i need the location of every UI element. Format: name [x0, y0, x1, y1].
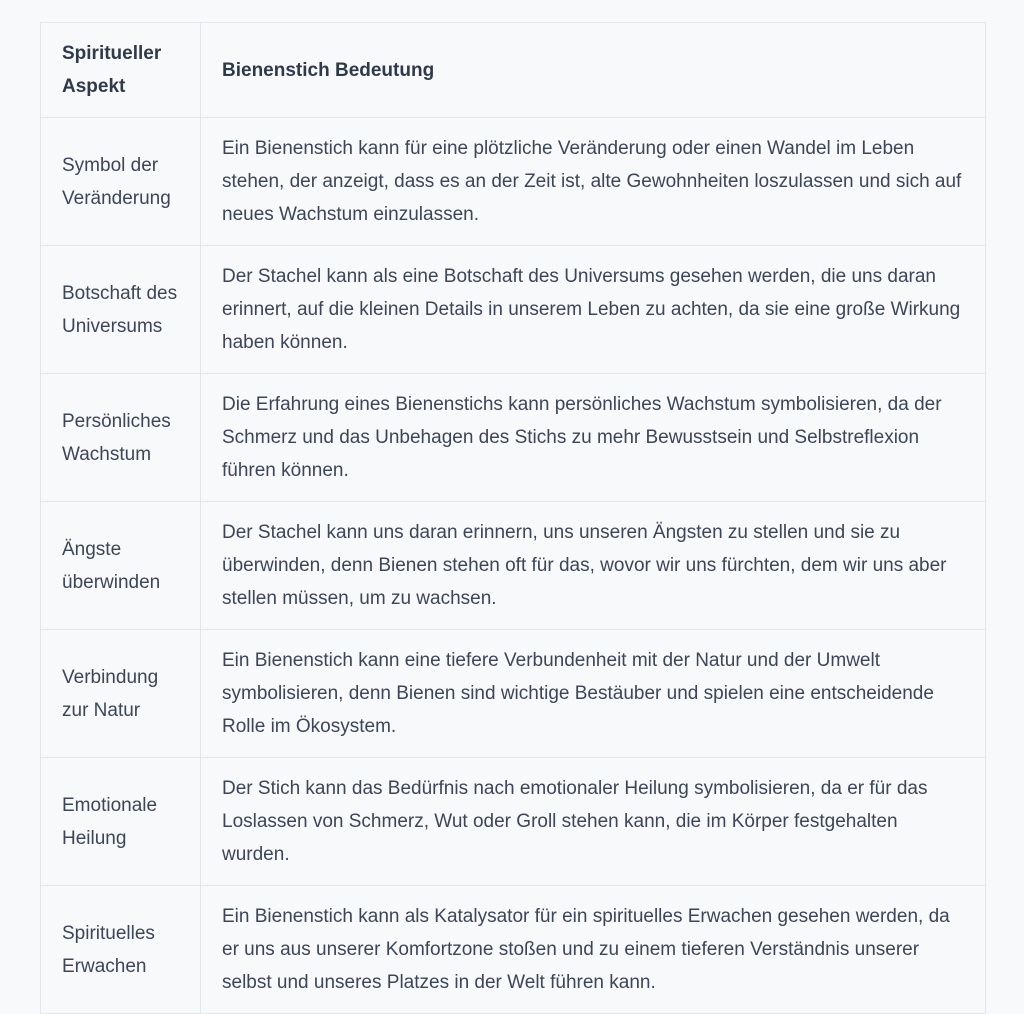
meaning-cell: Der Stachel kann uns daran erinnern, uns unseren Ängsten zu stellen und sie zu überwinden, denn Bienen stehen oft für das, wovor wir uns fürchten, dem wir uns aber stellen müssen, um zu wachsen.: [201, 502, 986, 630]
header-row: [41, 23, 986, 118]
meaning-cell: Ein Bienenstich kann für eine plötzliche Veränderung oder einen Wandel im Leben stehen, der anzeigt, dass es an der Zeit ist, alte Gewohnheiten loszulassen und sich auf neues Wachstum einzulassen.: [201, 118, 986, 246]
table-row: [41, 246, 986, 374]
meaning-cell: Der Stich kann das Bedürfnis nach emotionaler Heilung symbolisieren, da er für das Loslassen von Schmerz, Wut oder Groll stehen kann, die im Körper festgehalten wurden.: [201, 758, 986, 886]
meaning-table: [40, 22, 986, 1014]
aspect-cell: Persönliches Wachstum: [41, 374, 201, 502]
aspect-cell: Botschaft des Universums: [41, 246, 201, 374]
table-row: [41, 758, 986, 886]
aspect-cell: Ängste überwinden: [41, 502, 201, 630]
meaning-cell: Der Stachel kann als eine Botschaft des Universums gesehen werden, die uns daran erinnert, auf die kleinen Details in unserem Leben zu achten, da sie eine große Wirkung haben können.: [201, 246, 986, 374]
table-row: [41, 118, 986, 246]
table-row: [41, 374, 986, 502]
table-body: [41, 118, 986, 1014]
table-row: [41, 886, 986, 1014]
meaning-table-container: [40, 22, 985, 1014]
meaning-cell: Ein Bienenstich kann als Katalysator für ein spirituelles Erwachen gesehen werden, da er uns aus unserer Komfortzone stoßen und zu einem tieferen Verständnis unserer selbst und unseres Platzes in der Welt führen kann.: [201, 886, 986, 1014]
aspect-cell: Verbindung zur Natur: [41, 630, 201, 758]
table-header: [41, 23, 986, 118]
meaning-cell: Die Erfahrung eines Bienenstichs kann persönliches Wachstum symbolisieren, da der Schmerz und das Unbehagen des Stichs zu mehr Bewusstsein und Selbstreflexion führen können.: [201, 374, 986, 502]
aspect-cell: Emotionale Heilung: [41, 758, 201, 886]
header-aspect: Spiritueller Aspekt: [41, 23, 201, 118]
table-row: [41, 630, 986, 758]
aspect-cell: Symbol der Veränderung: [41, 118, 201, 246]
meaning-cell: Ein Bienenstich kann eine tiefere Verbundenheit mit der Natur und der Umwelt symbolisieren, denn Bienen sind wichtige Bestäuber und spielen eine entscheidende Rolle im Ökosystem.: [201, 630, 986, 758]
table-row: [41, 502, 986, 630]
header-meaning: Bienenstich Bedeutung: [201, 23, 986, 118]
aspect-cell: Spirituelles Erwachen: [41, 886, 201, 1014]
